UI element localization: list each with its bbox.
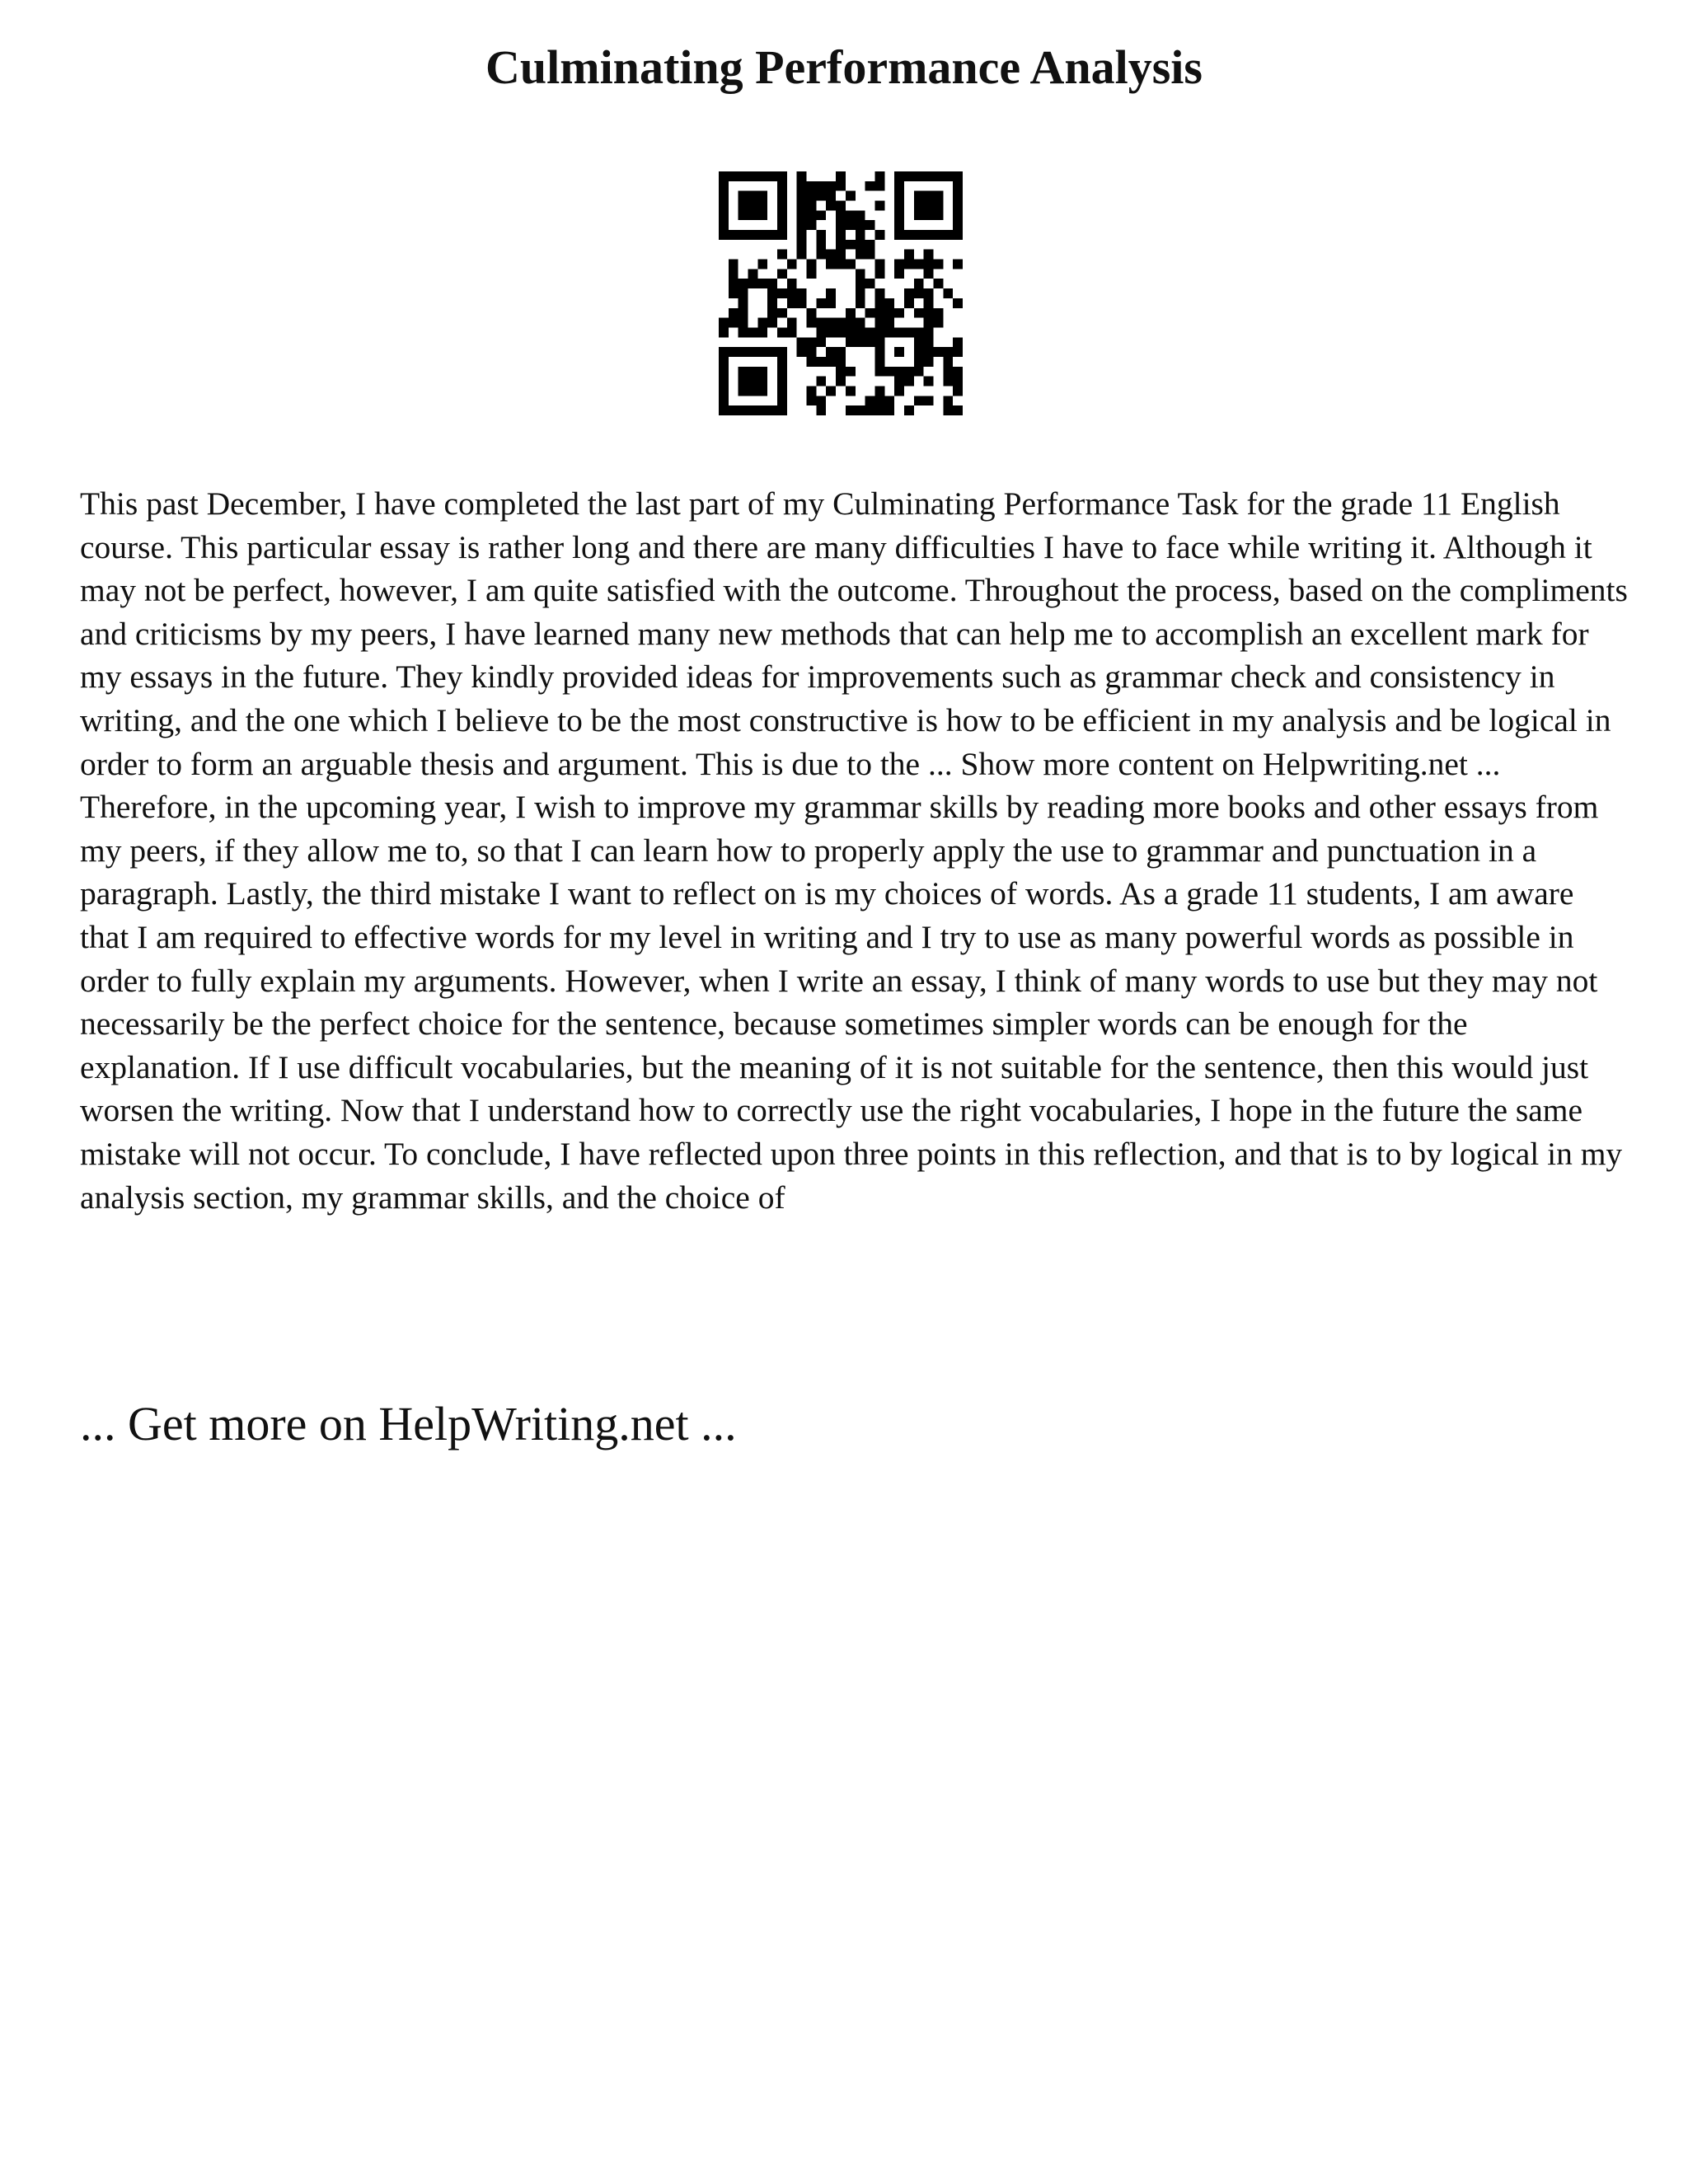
essay-paragraph-1: This past December, I have completed the last part of my Culminating Performance Task for the grade 11 English course. This particular essay is rather long and there are many difficulties I have to face while writing it. Although it may not be perfect, however, I am quite satisfied with the outcome. Throughout the process, based on the compliments and criticisms by my peers, I have learned many new methods that can help me to accomplish an excellent mark for my essays in the future. They kindly provided ideas for improvements such as grammar check and consistency in writing, and the one which I believe to be the most constructive is how to be efficient in my analysis and be logical in order to form an arguable thesis and argument. This is due to the ... Show more content on Helpwriting.net ... — [80, 485, 1628, 782]
essay-body — [80, 482, 1629, 1219]
qr-code-graphic — [719, 171, 963, 415]
essay-paragraph-2: Therefore, in the upcoming year, I wish to improve my grammar skills by reading more books and other essays from my peers, if they allow me to, so that I can learn how to properly apply the use to grammar and punctuation in a paragraph. Lastly, the third mistake I want to reflect on is my choices of words. As a grade 11 students, I am aware that I am required to effective words for my level in writing and I try to use as many powerful words as possible in order to fully explain my arguments. However, when I write an essay, I think of many words to use but they may not necessarily be the perfect choice for the sentence, because sometimes simpler words can be enough for the explanation. If I use difficult vocabularies, but the meaning of it is not suitable for the sentence, then this would just worsen the writing. Now that I understand how to correctly use the right vocabularies, I hope in the future the same mistake will not occur. To conclude, I have reflected upon three points in this reflection, and that is to by logical in my analysis section, my grammar skills, and the choice of — [80, 789, 1623, 1216]
get-more-link[interactable]: ... Get more on HelpWriting.net ... — [80, 1397, 737, 1451]
qr-code-icon[interactable] — [719, 171, 963, 415]
page-title: Culminating Performance Analysis — [485, 40, 1203, 94]
